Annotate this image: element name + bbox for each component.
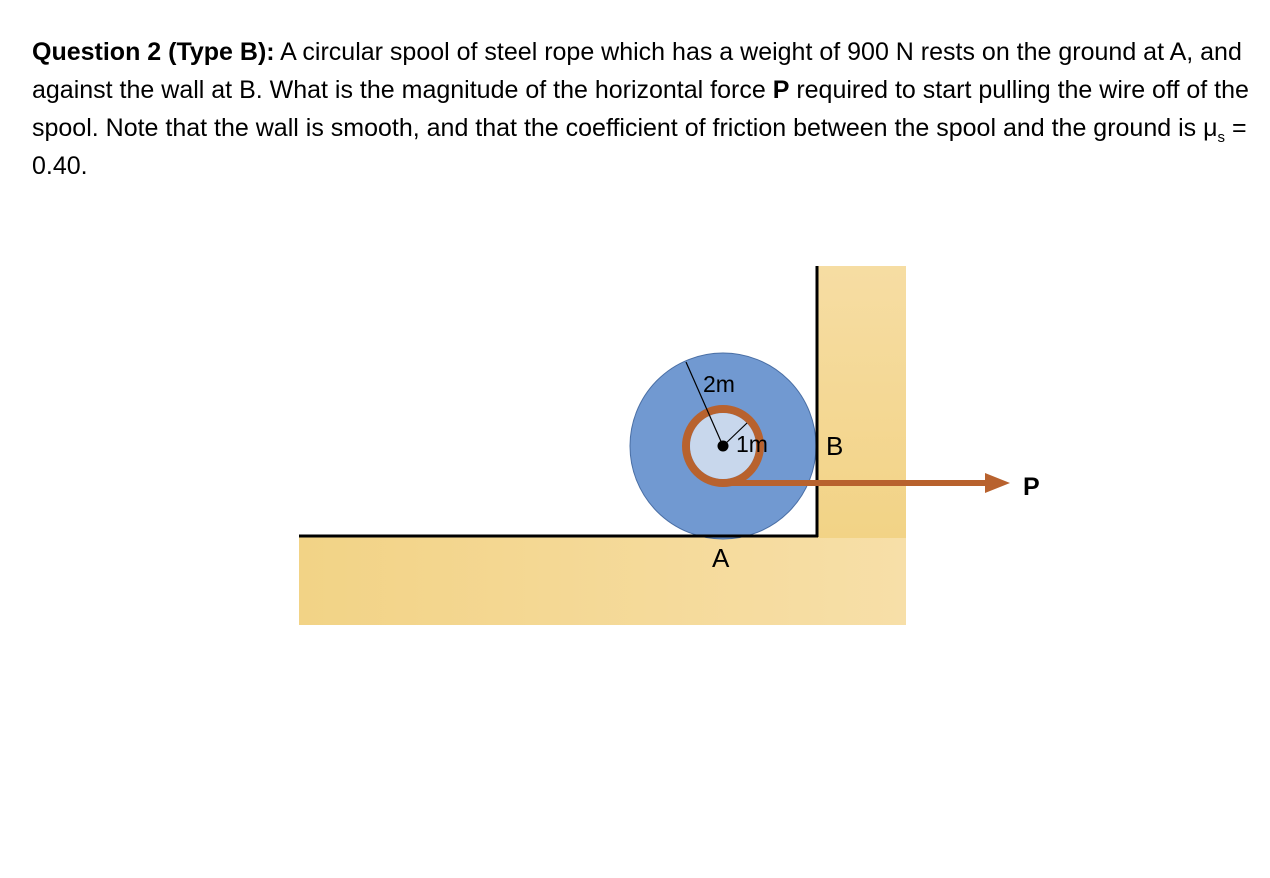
- question-text-part1: A circular spool of steel rope which has a weight of 900 N rests on the ground at A, and against the wall at B. What is the magnitude of the horizontal force: [32, 38, 1242, 104]
- force-arrow-head: [985, 473, 1010, 493]
- ground-block: [299, 536, 906, 625]
- point-a-label: A: [712, 543, 730, 573]
- question-heading: Question 2 (Type B):: [32, 38, 275, 66]
- inner-radius-label: 1m: [736, 431, 768, 457]
- force-symbol: P: [772, 76, 790, 104]
- force-p-label: P: [1023, 473, 1040, 501]
- point-b-label: B: [826, 431, 844, 461]
- wall-block: [817, 266, 906, 538]
- outer-radius-label: 2m: [703, 371, 735, 397]
- mu-subscript: s: [1217, 129, 1225, 146]
- question-text-part3: = 0.40.: [32, 114, 1247, 180]
- spool-center-dot: [718, 441, 729, 452]
- question-text-part2: required to start pulling the wire off of the spool. Note that the wall is smooth, and that the coefficient of friction between the spool and the ground is μ: [32, 76, 1249, 142]
